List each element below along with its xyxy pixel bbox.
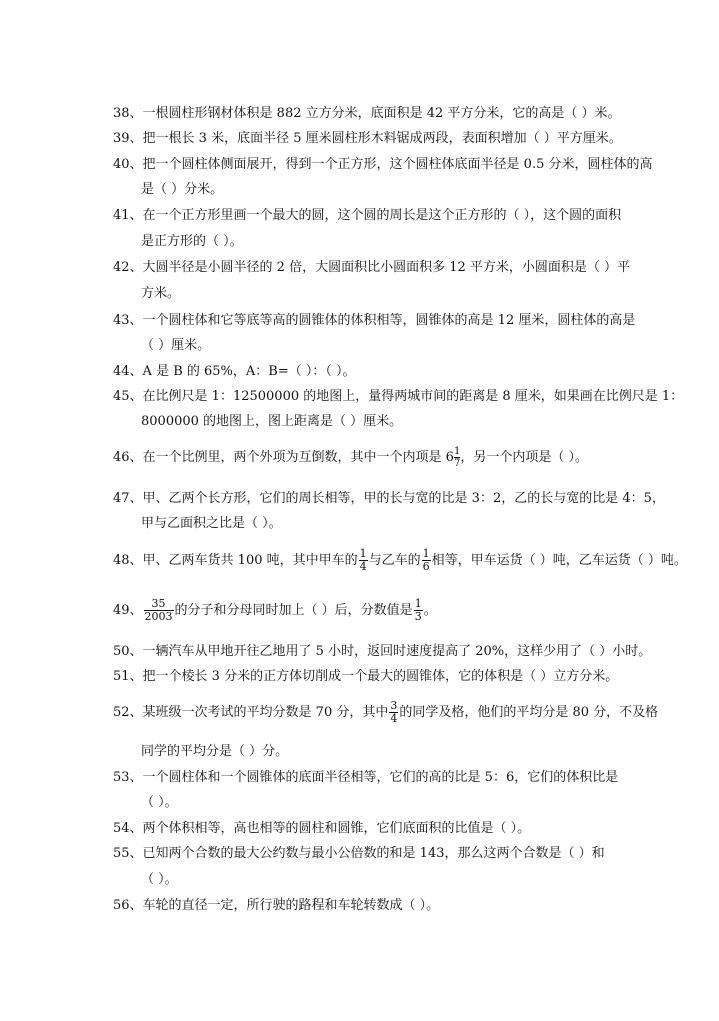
- fraction-denominator: 7: [453, 458, 461, 469]
- fraction-denominator: 2003: [144, 610, 173, 623]
- fraction-numerator: 3: [390, 699, 398, 712]
- question-49-fraction-1: [144, 598, 174, 623]
- question-38: 38、一根圆柱形钢材体积是 882 立方分米，底面积是 42 平方分米，它的高是（ ）米。: [113, 106, 621, 121]
- question-48: [113, 548, 687, 573]
- question-42-cont: 方米。: [141, 286, 181, 301]
- question-46-text-end: ，另一个内项是（ ）。: [460, 450, 588, 465]
- question-44: 44、A 是 B 的 65%，A：B=（ ）：（ ）。: [113, 364, 356, 379]
- question-52: [113, 700, 658, 725]
- question-53-cont: （ ）。: [141, 795, 178, 810]
- question-48-fraction-1: [359, 548, 368, 573]
- question-47-cont: 甲与乙面积之比是（ ）。: [141, 516, 282, 531]
- question-49-fraction-2: [414, 598, 423, 623]
- question-49-text-end: 。: [423, 603, 437, 618]
- question-55-cont: （ ）。: [141, 872, 178, 887]
- question-52-text-end: 的同学及格，他们的平均分是 80 分，不及格: [399, 705, 659, 720]
- question-42: 42、大圆半径是小圆半径的 2 倍，大圆面积比小圆面积多 12 平方米，小圆面积是（ ）平: [113, 260, 631, 275]
- fraction-numerator: 35: [151, 597, 166, 610]
- question-51: 51、把一个棱长 3 分米的正方体切削成一个最大的圆锥体，它的体积是（ ）立方分米。: [113, 669, 619, 684]
- fraction-numerator: 1: [414, 597, 422, 610]
- question-56: 56、车轮的直径一定，所行驶的路程和车轮转数成（ ）。: [113, 898, 440, 913]
- question-49-number: 49、: [113, 603, 143, 618]
- question-46-text: 46、在一个比例里，两个外项为互倒数，其中一个内项是 6: [113, 450, 454, 465]
- fraction-denominator: 6: [422, 560, 430, 573]
- fraction-numerator: 1: [359, 547, 367, 560]
- fraction-numerator: 1: [453, 446, 461, 457]
- fraction-denominator: 4: [390, 712, 398, 725]
- question-52-cont: 同学的平均分是（ ）分。: [141, 744, 289, 759]
- question-50: 50、一辆汽车从甲地开往乙地用了 5 小时，返回时速度提高了 20%，这样少用了（ ）小时。: [113, 644, 652, 659]
- question-53: 53、一个圆柱体和一个圆锥体的底面半径相等，它们的高的比是 5：6，它们的体积比是: [113, 770, 619, 785]
- question-43: 43、一个圆柱体和它等底等高的圆锥体的体积相等，圆锥体的高是 12 厘米，圆柱体的高是: [113, 313, 636, 328]
- fraction-denominator: 4: [359, 560, 367, 573]
- question-41-cont: 是正方形的（ ）。: [141, 234, 243, 249]
- question-49: [113, 598, 437, 623]
- question-46: [113, 446, 588, 469]
- fraction-denominator: 3: [414, 610, 422, 623]
- question-48-text: 48、甲、乙两车货共 100 吨，其中甲车的: [113, 553, 358, 568]
- fraction-numerator: 1: [422, 547, 430, 560]
- question-55: 55、已知两个合数的最大公约数与最小公倍数的和是 143，那么这两个合数是（ ）和: [113, 846, 605, 861]
- question-40-cont: 是（ ）分米。: [141, 182, 224, 197]
- question-41: 41、在一个正方形里画一个最大的圆，这个圆的周长是这个正方形的（ ），这个圆的面积: [113, 208, 622, 223]
- question-45: 45、在比例尺是 1：12500000 的地图上，量得两城市间的距离是 8 厘米，如果画在比例尺是 1：: [113, 389, 684, 404]
- question-45-cont: 8000000 的地图上，图上距离是（ ）厘米。: [141, 414, 403, 429]
- question-49-text-mid: 的分子和分母同时加上（ ）后，分数值是: [174, 603, 413, 618]
- question-40: 40、把一个圆柱体侧面展开，得到一个正方形，这个圆柱体底面半径是 0.5 分米，圆柱体的高: [113, 157, 653, 172]
- question-47: 47、甲、乙两个长方形，它们的周长相等，甲的长与宽的比是 3：2，乙的长与宽的比是 4：5，: [113, 491, 665, 506]
- question-43-cont: （ ）厘米。: [141, 338, 211, 353]
- question-54: 54、两个体积相等，高也相等的圆柱和圆锥，它们底面积的比值是（ ）。: [113, 821, 531, 836]
- question-52-text: 52、某班级一次考试的平均分数是 70 分，其中: [113, 705, 389, 720]
- question-48-text-mid: 与乙车的: [368, 553, 421, 568]
- question-52-fraction: [389, 700, 398, 725]
- question-39: 39、把一根长 3 米，底面半径 5 厘米圆柱形木料锯成两段，表面积增加（ ）平方厘米。: [113, 131, 622, 146]
- question-48-fraction-2: [422, 548, 431, 573]
- question-48-text-end: 相等，甲车运货（ ）吨，乙车运货（ ）吨。: [431, 553, 687, 568]
